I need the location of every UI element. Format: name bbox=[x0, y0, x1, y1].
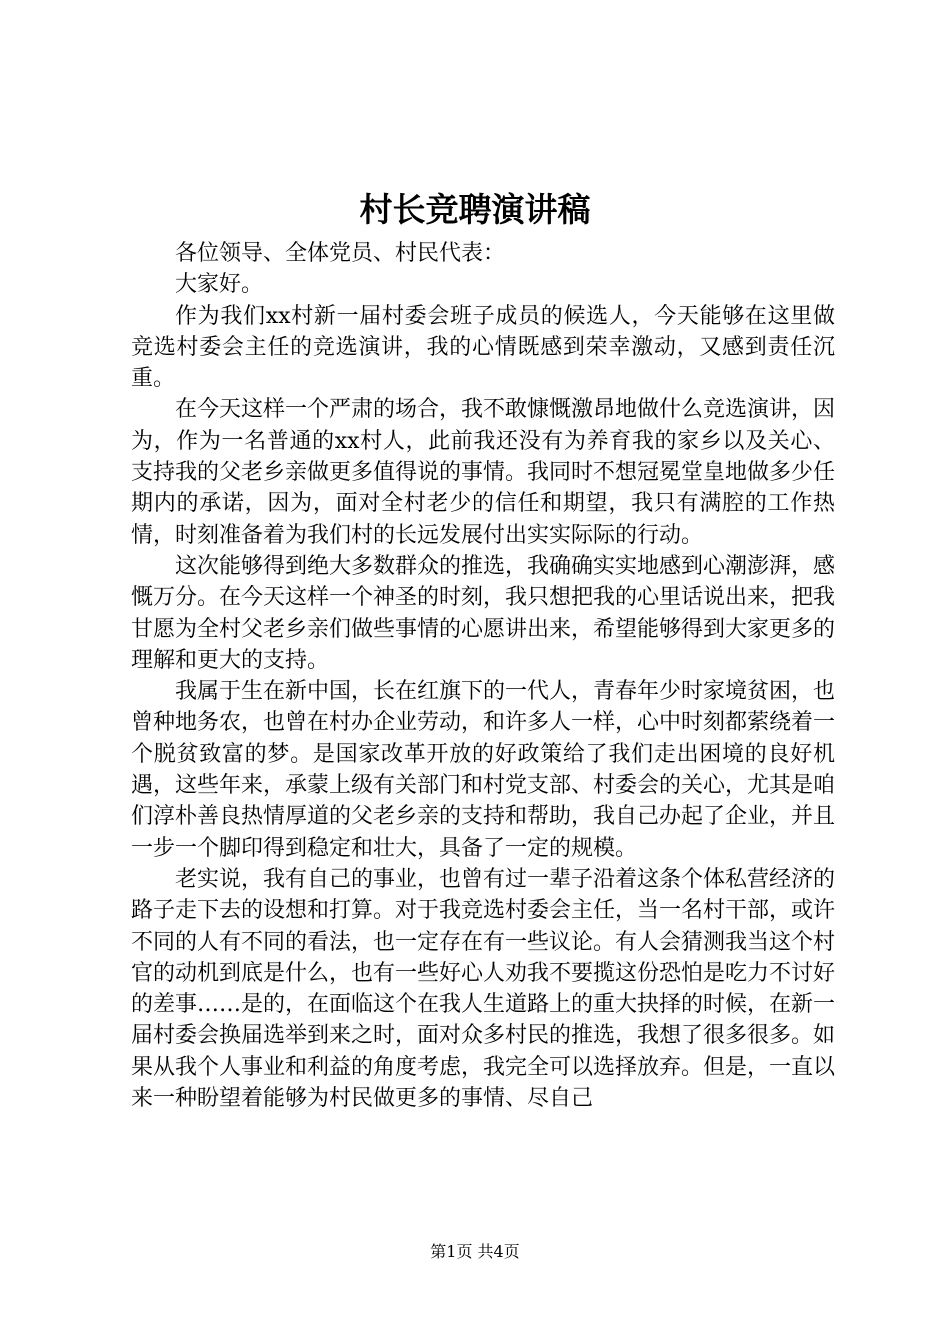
document-body bbox=[131, 238, 835, 1114]
body-paragraph: 我属于生在新中国，长在红旗下的一代人，青春年少时家境贫困，也曾种地务农，也曾在村办企业劳动，和许多人一样，心中时刻都萦绕着一个脱贫致富的梦。是国家改革开放的好政策给了我们走出困境的良好机遇，这些年来，承蒙上级有关部门和村党支部、村委会的关心，尤其是咱们淳朴善良热情厚道的父老乡亲的支持和帮助，我自己办起了企业，并且一步一个脚印得到稳定和壮大，具备了一定的规模。 bbox=[131, 679, 836, 861]
body-paragraph: 这次能够得到绝大多数群众的推选，我确确实实地感到心潮澎湃，感慨万分。在今天这样一个神圣的时刻，我只想把我的心里话说出来，把我甘愿为全村父老乡亲们做些事情的心愿讲出来，希望能够得到大家更多的理解和更大的支持。 bbox=[131, 553, 836, 673]
salutation: 各位领导、全体党员、村民代表： bbox=[175, 241, 506, 266]
document-title: 村长竞聘演讲稿 bbox=[359, 190, 591, 229]
body-paragraph: 作为我们xx村新一届村委会班子成员的候选人，今天能够在这里做竞选村委会主任的竞选演讲，我的心情既感到荣幸激动，又感到责任沉重。 bbox=[131, 303, 835, 392]
greeting: 大家好。 bbox=[175, 272, 264, 298]
body-paragraph: 老实说，我有自己的事业，也曾有过一辈子沿着这条个体私营经济的路子走下去的设想和打算。对于我竞选村委会主任，当一名村干部，或许不同的人有不同的看法，也一定存在有一些议论。有人会猜测我当这个村官的动机到底是什么，也有一些好心人劝我不要揽这份恐怕是吃力不讨好的差事……是的，在面临这个在我人生道路上的重大抉择的时候，在新一届村委会换届选举到来之时，面对众多村民的推选，我想了很多很多。如果从我个人事业和利益的角度考虑，我完全可以选择放弃。但是，一直以来一种盼望着能够为村民做更多的事情、尽自己 bbox=[131, 866, 836, 1112]
body-paragraph: 在今天这样一个严肃的场合，我不敢慷慨激昂地做什么竞选演讲，因为，作为一名普通的xx村人，此前我还没有为养育我的家乡以及关心、支持我的父老乡亲做更多值得说的事情。我同时不想冠冕堂皇地做多少任期内的承诺，因为，面对全村老少的信任和期望，我只有满腔的工作热情，时刻准备着为我们村的长远发展付出实实际际的行动。 bbox=[131, 397, 836, 548]
page-number: 第1页 共4页 bbox=[430, 1242, 520, 1261]
